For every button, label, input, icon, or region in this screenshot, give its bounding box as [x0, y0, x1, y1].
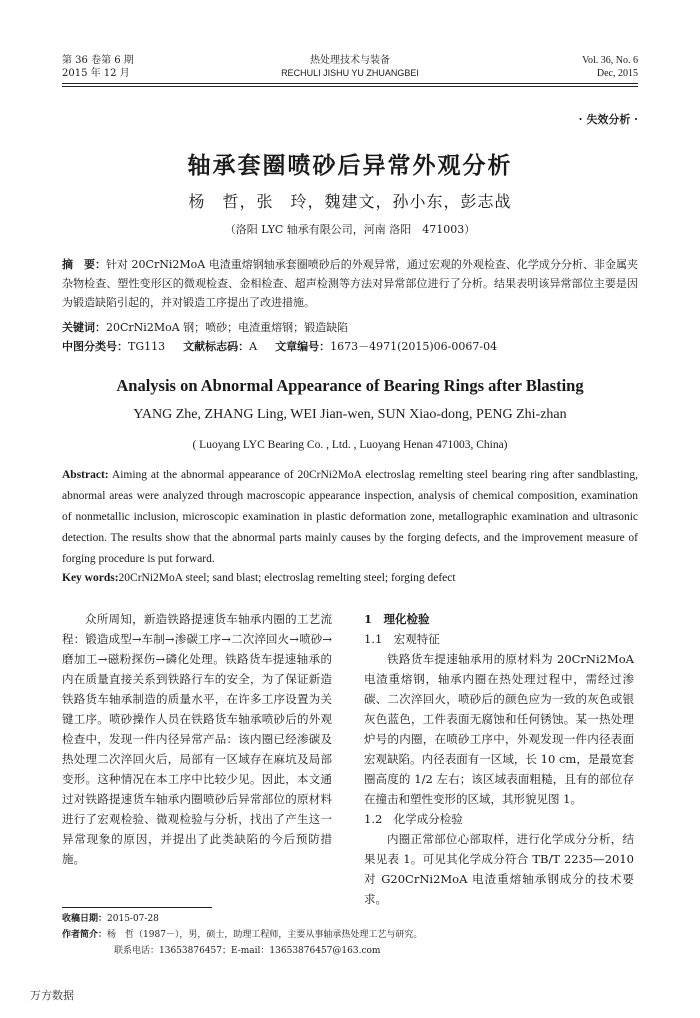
- abstract-en: [62, 465, 638, 570]
- section-1-heading: 1 理化检验: [364, 612, 430, 626]
- doc-code-value: A: [249, 340, 258, 353]
- abstract-zh: [62, 255, 638, 312]
- footnote-author: [62, 929, 422, 941]
- doc-code-label: 文献标志码：: [183, 340, 250, 353]
- authors-en: YANG Zhe, ZHANG Ling, WEI Jian-wen, SUN Xiao-dong, PENG Zhi-zhan: [133, 407, 567, 422]
- section-1-1-heading: 1.1 宏观特征: [364, 632, 440, 646]
- article-no-value: 1673－4971(2015)06-0067-04: [330, 340, 498, 353]
- classification-line: [62, 340, 497, 354]
- clc-label: 中图分类号：: [62, 340, 128, 353]
- section-1-1-paragraph: 铁路货车提速轴承用的原材料为 20CrNi2MoA 电渣重熔钢，轴承内圈在热处理过程中，需经过渗碳、二次淬回火，喷砂后的颜色应为一致的灰色或银灰色蓝色，工件表面无腐蚀和任何锈蚀。某一热处理炉号的内圈，在喷砂工序中，外观发现一件内径表面宏观缺陷。内径表面有一区域，长 10 cm，是最宽套圈高度的 1/2 左右；该区域表面粗糙，且有的部位存在撞击和塑性变形的区域，其形貌见图 1。: [364, 652, 634, 806]
- volume-issue-en: Vol. 36, No. 6: [582, 55, 638, 66]
- keywords-en: [62, 571, 638, 585]
- abstract-en-text: Aiming at the abnormal appearance of 20CrNi2MoA electroslag remelting steel bearing ring after sandblasting, abnormal areas were analyzed through macroscopic appearance inspection, analysis of chemical composition, examination of nonmetallic inclusion, microscopic examination in plastic deformation zone, metallographic examination and ultrasonic detection. The results show that the abnormal parts mainly causes by the forging defects, and the improvement measure of forging procedure is put forward.: [62, 469, 638, 565]
- received-value: 2015-07-28: [107, 914, 159, 924]
- publication-date: 2015 年 12 月: [62, 68, 130, 79]
- keywords-en-text: 20CrNi2MoA steel; sand blast; electroslag remelting steel; forging defect: [118, 572, 456, 584]
- keywords-zh: [62, 321, 348, 335]
- journal-name-zh: 热处理技术与装备: [310, 55, 390, 66]
- watermark: 万方数据: [30, 989, 74, 1002]
- article-title-zh: 轴承套圈喷砂后异常外观分析: [187, 152, 513, 179]
- abstract-en-label: Abstract:: [62, 469, 109, 481]
- article-no-label: 文章编号：: [275, 340, 331, 353]
- keywords-zh-text: 20CrNi2MoA 钢；喷砂；电渣重熔钢；锻造缺陷: [106, 321, 349, 334]
- body-column-left: [62, 609, 332, 869]
- section-1-2-paragraph: 内圈正常部位心部取样，进行化学成分分析，结果见表 1。可见其化学成分符合 TB/T 2235—2010 对 G20CrNi2MoA 电渣重熔轴承钢成分的技术要求。: [364, 832, 634, 906]
- column-tag: · 失效分析 ·: [578, 113, 638, 126]
- intro-paragraph: 众所周知，新造铁路提速货车轴承内圈的工艺流程：锻造成型→车制→渗碳工序→二次淬回火→喷砂→磨加工→磁粉探伤→磷化处理。铁路货车提速轴承的内在质量直接关系到铁路行车的安全，为了保证新造铁路货车轴承制造的质量水平，在许多工序设置为关键工序。喷砂操作人员在铁路货车轴承喷砂后的外观检查中，发现一件内径异常产品：该内圈已经渗碳及热处理二次淬回火后，局部有一区域存在麻坑及局部变形。这种情况在本工序中比较少见。因此，本文通过对铁路提速货车轴承内圈喷砂后异常部位的原材料进行了宏观检验、微观检验与分析，找出了产生这一异常现象的原因，并提出了此类缺陷的今后预防措施。: [62, 612, 332, 866]
- section-1-2-heading: 1.2 化学成分检验: [364, 812, 463, 826]
- author-bio-label: 作者简介：: [62, 930, 108, 940]
- author-bio-value: 杨 哲（1987－），男，硕士，助理工程师，主要从事轴承热处理工艺与研究。: [107, 930, 423, 940]
- authors-zh: 杨 哲，张 玲，魏建文，孙小东，彭志战: [188, 192, 512, 211]
- keywords-zh-label: 关键词：: [62, 321, 106, 334]
- affiliation-zh: （洛阳 LYC 轴承有限公司，河南 洛阳 471003）: [224, 223, 476, 236]
- clc-value: TG113: [128, 340, 166, 353]
- affiliation-en: ( Luoyang LYC Bearing Co. , Ltd. , Luoyang Henan 471003, China): [192, 439, 508, 451]
- abstract-zh-label: 摘 要：: [62, 258, 107, 271]
- footnote-contact: 联系电话：13653876457；E-mail：13653876457@163.com: [114, 946, 381, 956]
- abstract-zh-text: 针对 20CrNi2MoA 电渣重熔钢轴承套圈喷砂后的外观异常，通过宏观的外观检查、化学成分分析、非金属夹杂物检查、塑性变形区的微观检查、金相检查、超声检测等方法对异常部位进行了分析。结果表明该异常部位主要是因为锻造缺陷引起的，并对锻造工序提出了改进措施。: [62, 258, 638, 309]
- article-title-en: Analysis on Abnormal Appearance of Bearing Rings after Blasting: [116, 376, 584, 395]
- header-rule-bottom: [62, 86, 638, 87]
- header-rule-top: [62, 83, 638, 84]
- received-label: 收稿日期：: [62, 914, 108, 924]
- publication-date-en: Dec, 2015: [596, 68, 638, 79]
- footnote-rule: [62, 907, 212, 908]
- body-column-right: [364, 609, 634, 909]
- keywords-en-label: Key words:: [62, 572, 119, 584]
- volume-issue: 第 36 卷第 6 期: [62, 55, 134, 66]
- journal-name-pinyin: RECHULI JISHU YU ZHUANGBEI: [281, 68, 419, 78]
- running-header-right: [582, 54, 638, 80]
- footnote-received: [62, 913, 159, 925]
